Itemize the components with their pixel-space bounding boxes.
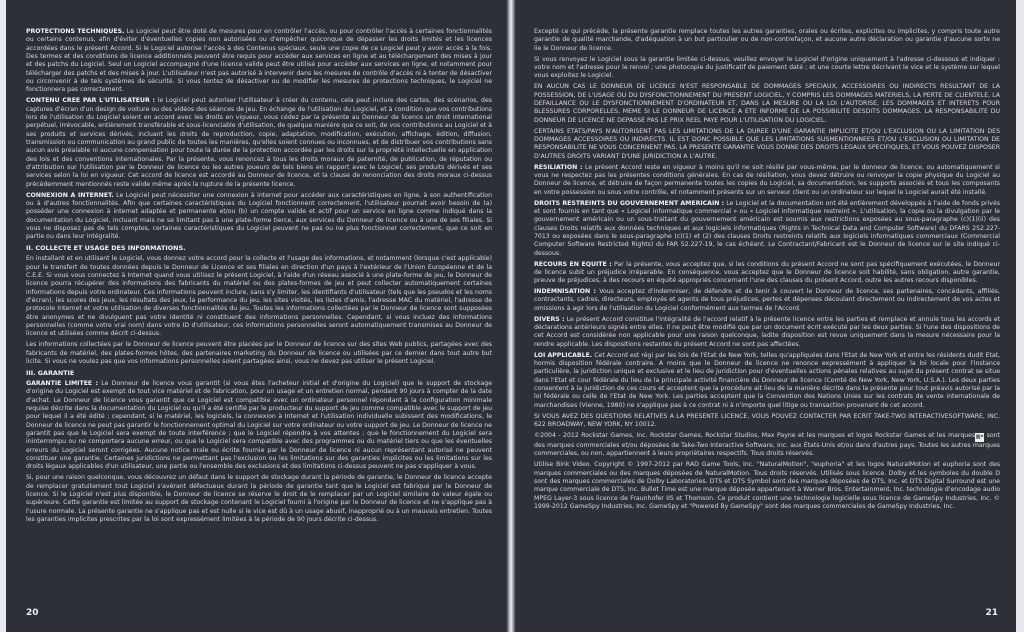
paragraph — [534, 461, 1000, 511]
paragraph — [534, 128, 1000, 161]
paragraph-lead: CONNEXION A INTERNET. — [26, 191, 114, 199]
paragraph — [534, 432, 1000, 459]
paragraph — [26, 192, 492, 242]
paragraph-lead: DIVERS : — [534, 315, 565, 323]
paragraph-lead: RESILIATION : — [534, 163, 583, 171]
paragraph-text: EN AUCUN CAS LE DONNEUR DE LICENCE N'EST RESPONSABLE DE DOMMAGES SPECIAUX, ACCESSOIRES OU INDIRECTS RESULTANT DE LA POSSESSION, DE L'USAGE OU DU DYSFONCTIONNEMENT DU PRESENT LOGICIEL, Y COMPRIS LES DOMMAGES MATERIELS, LA PERTE DE CLIENTELE, LA DEFAILLANCE OU LE DYSFONCTIONNEMENT D'ORDINATEUR ET, DANS LA MESURE OU LA LOI L'AUTORISE, LES DOMMAGES ET INTERETS POUR BLESSURES CORPORELLES, MEME SI LE DONNEUR DE LICENCE A ETE INFORME DE LA POSSIBILITE DESDITS DOMMAGES. LA RESPONSABILITE DU DONNEUR DE LICENCE NE DEPASSE PAS LE PRIX REEL PAYE POUR L'UTILISATION DU LOGICIEL. — [534, 83, 1000, 124]
section-heading: II. COLLECTE ET USAGE DES INFORMATIONS. — [26, 244, 186, 253]
right-page — [516, 0, 1016, 632]
paragraph — [534, 413, 1000, 430]
right-column-text — [534, 28, 1000, 596]
paragraph-text: Le présent Accord reste en vigueur à moins qu'il ne soit résilié par vous-même, par le donneur de licence, ou automatiquement si vous ne respectez pas les présentes conditions générales. En cas de résiliation, vous devez détruire ou renvoyer la copie physique du Logiciel au Donneur de licence, et détruire de façon permanente toutes les copies du Logiciel, sa documentation, les supports associés et tous les composants en votre possession ou sous votre contrôle, et notamment présents sur un serveur client ou un ordinateur sur lequel le Logiciel aurait été installé. — [534, 163, 1000, 196]
paragraph — [26, 28, 492, 95]
paragraph-text: Cet Accord est régi par les lois de l'Etat de New York, telles qu'appliquées dans l'Etat de New York et entre les résidents dudit Etat, hormis disposition fédérale contraire. A moins que le Donneur de licence ne renonce expressément à appliquer la loi locale pour l'instance particulière, la juridiction unique et exclusive et le lieu de juridiction pour d'éventuelles actions pénales relatives au sujet du présent contrat se situe dans l'Etat et cour fédérale du lieu de la principale activité financière du Donneur de licence (Comté de New York, New York, U.S.A.). Les deux parties consentent à la juridiction de ces cours et acceptent que la procédure ait lieu de la manière décrite dans la présente pour tout préavis autorisé par la loi fédérale ou celle de l'Etat de New York. Les parties acceptent que la Convention des Nations Unies sur les contrats de vente internationale de marchandises (Vienne, 1980) ne s'applique pas à ce contrat ni à n'importe quel litige ou transaction provenant de cet accord. — [534, 351, 1000, 409]
paragraph — [534, 288, 1000, 313]
paragraph-text: Excepté ce qui précède, la présente garantie remplace toutes les autres garanties, orales ou écrites, explicites ou implicites, y compris toute autre garantie de qualité marchande, d'adéquation à un but particulier ou de non-contrefaçon, et aucune autre déclaration ou garantie d'aucune sorte ne lie le Donneur de licence. — [534, 28, 1000, 52]
paragraph — [534, 56, 1000, 81]
paragraph-text: Les informations collectées par le Donneur de licence peuvent être placées par le Donneur de licence sur des sites Web publics, partagées avec des fabricants de matériel, des plates-formes hôtes, des partenaires marketing du Donneur de licence ou utilisées par ce dernier dans tout autre but licite. Si vous ne voulez pas que vos informations personnelles soient partagées ainsi, vous ne devez pas utiliser le présent Logiciel. — [26, 341, 492, 366]
paragraph — [534, 352, 1000, 410]
paragraph — [26, 255, 492, 338]
paragraph-lead: DROITS RESTREINTS DU GOUVERNEMENT AMERICAIN : — [534, 199, 725, 207]
paragraph-text: SI VOUS AVEZ DES QUESTIONS RELATIVES A LA PRESENTE LICENCE, VOUS POUVEZ CONTACTER PAR ECRIT TAKE-TWO INTERACTIVESOFTWARE, INC. 622 BROADWAY, NEW YORK, NY 10012. — [534, 412, 1000, 429]
paragraph-text: Vous acceptez d'indemniser, de défendre et de tenir à couvert le Donneur de licence, ses partenaires, concédants, affiliés, contractants, cadres, directeurs, employés et agents de tous préjudices, pertes et dépenses découlant directement ou indirectement de vos actes et omissions à agir lors de l'utilisation du Logiciel conformément aux termes de l'Accord. — [534, 288, 1000, 312]
right-page-number: 21 — [985, 608, 998, 618]
left-page-number: 20 — [26, 608, 39, 618]
paragraph — [534, 83, 1000, 125]
paragraph-lead: RECOURS EN EQUITE : — [534, 260, 612, 268]
paragraph-text: En installant et en utilisant le Logiciel, vous donnez votre accord pour la collecte et l'usage des informations, et notamment (lorsque c'est applicable) pour le transfert de toutes données depuis le Donneur de Licence et ses filiales en direction d'un pays à l'extérieur de l'Union Européenne et de la C.E.E. Si vous vous connectez à Internet quand vous utilisez le présent Logiciel, à l'aide d'un réseau associé à une plate-forme de jeu, le Donneur de licence pourra récupérer des informations des fabricants du matériel ou des plates-formes de jeu et peut collecter automatiquement certaines informations depuis votre ordinateur. Ces informations peuvent inclure, sans s'y limiter, les identifiants d'utilisateur (tels que les pseudos et les noms d'écran), les scores des jeux, les résultats des jeux, la performance du jeu, les sites visités, les listes d'amis, l'adresse MAC du matériel, l'adresse de protocole Internet et votre utilisation de diverses fonctionnalités du jeu. Toutes les informations collectées par le Donneur de licence sont supposées être anonymes et ne divulguent pas votre identité ni constituent des informations personnelles. Cependant, si vous incluez des informations personnelles (comme votre vrai nom) dans votre ID d'utilisateur, ces informations personnelles seront automatiquement transmises au Donneur de licence et utilisées comme décrit ci-dessus. — [26, 255, 492, 338]
paragraph — [26, 341, 492, 366]
section-heading: III. GARANTIE — [26, 368, 75, 377]
paragraph-text: ©2004 - 2012 Rockstar Games, Inc. Rockstar Games, Rockstar Studios, Max Payne et les marques et logos Rockstar Games et les marques — [534, 432, 976, 439]
left-column-text — [26, 28, 492, 596]
paragraph-text: sont des marques commerciales et/ou déposées de Take-Two Interactive Software, Inc. aux États-Unis et/ou dans d'autres pays. Toutes les autres marques commerciales, ou non, appartiennent à leurs propriétaires respectifs. Tous droits réservés. — [534, 432, 1000, 458]
paragraph-text: Le Logiciel peut être doté de mesures pour en contrôler l'accès, ou pour contrôler l'accès à certaines fonctionnalités ou certains contenus, afin d'éviter d'éventuelles copies non autorisées ou d'empêcher quiconque de dépasser les droits limités et les licences accordées dans le présent Accord. Si le Logiciel autorise l'accès à des Contenus spéciaux, seule une copie de ce Logiciel peut y avoir accès à la fois. Des termes et des conditions de licence additionnels peuvent être requis pour accéder aux services en ligne et au téléchargement des mises à jour et des patchs du Logiciel. Seul un Logiciel accompagné d'une licence valide peut être utilisé pour accéder aux services en ligne, et notamment pour télécharger des patchs et des mises à jour. L'utilisateur n'est pas autorisé à intervenir dans les mesures de contrôle d'accès ni à tenter de désactiver ou circonvenir à de tels systèmes de sécurité. Si vous tentez de désactiver ou de modifier les mesures de protections techniques, le Logiciel ne fonctionnera pas correctement. — [26, 28, 492, 94]
paragraph — [26, 97, 492, 189]
paragraph-text: Par la présente, vous acceptez que, si les conditions du présent Accord ne sont pas spécifiquement exécutées, le Donneur de licence subit un préjudice irréparable. En conséquence, vous acceptez que le Donneur de licence soit habilité, sans obligation, autre garantie, preuve de préjudices, à des recours en équité appropriés concernant l'une des clauses du présent Accord, outre les autres recours disponibles. — [534, 260, 1000, 285]
paragraph-text: Si vous renvoyez le Logiciel sous la garantie limitée ci-dessus, veuillez envoyer le Logiciel d'origine uniquement à l'adresse ci-dessous et indiquer : votre nom et l'adresse pour le renvoi ; une photocopie du justificatif de paiement daté ; et une courte lettre décrivant le vice et le système sur lequel vous exploitez le Logiciel. — [534, 55, 1000, 80]
rockstar-logo-icon: R* — [975, 434, 984, 441]
paragraph-lead: GARANTIE LIMITEE : — [26, 379, 99, 387]
paragraph-lead: PROTECTIONS TECHNIQUES. — [26, 28, 125, 35]
paragraph-text: Le présent Accord constitue l'intégralité de l'accord relatif à la présente licence entre les parties et remplace et annule tous les accords et déclarations antérieurs signés entre elles. Il ne peut être modifié que par un document écrit exécuté par les deux parties. Si l'une des dispositions de cet Accord est considérée non applicable pour une raison quelconque, ladite disposition est revue uniquement dans la mesure nécessaire pour la rendre applicable. Les dispositions restantes du présent Accord ne sont pas affectées. — [534, 315, 1000, 348]
paragraph-text: le Logiciel peut autoriser l'utilisateur à créer du contenu, cela peut inclure des cartes, des scénarios, des captures d'écran d'un design de voiture ou des vidéos des séances de jeu. En échange de l'utilisation du Logiciel, et à condition que vos contributions lors de l'utilisation du Logiciel soient en accord avec les droits en vigueur, vous cédez par la présente au Donneur de licence un droit international perpétuel, irrévocable, entièrement transférable et sous-licenciable d'utilisation, de quelque manière que ce soit, de vos contributions au Logiciel et à ses produits et services dérivés, incluant les droits de reproduction, copie, adaptation, modification, exécution, affichage, édition, diffusion, transmission ou communication au grand public de toutes les manières, qu'elles soient connues ou inconnues, et de distribuer vos contributions sans aucun avis préalable ni aucune compensation pour toute la durée de la protection accordée par les droits sur la propriété intellectuelle en application des lois et des conventions internationales. Par la présente, vous renoncez à tous les droits moraux de paternité, de publication, de réputation ou d'attribution sur l'utilisation par le Donneur de licence ou les autres joueurs de tels biens en rapport avec le Logiciel, ses produits dérivés et ses services selon la loi en vigueur. Cet accord de licence est accordé au Donneur de licence, et la clause de renonciation des droits moraux ci-dessus précédemment mentionnés reste valide même après la rupture de la présente licence. — [26, 97, 492, 188]
paragraph-text: Si, pour une raison quelconque, vous découvrez un défaut dans le support de stockage durant la période de garantie, le Donneur de licence accepte de remplacer gratuitement tout Logiciel s'avérant défectueux durant la période de garantie tant que le Logiciel est fabriqué par le Donneur de licence. Si le Logiciel n'est plus disponible, le Donneur de licence se réserve le droit de le remplacer par un Logiciel similaire de valeur égale ou supérieure. Cette garantie est limitée au support de stockage contenant le Logiciel fourni à l'origine par le Donneur de licence et ne s'applique pas à l'usure normale. La présente garantie ne s'applique pas et est nulle si le vice est dû à un usage abusif, inapproprié ou à un mauvais entretien. Toutes les garanties implicites prescrites par la loi sont expressément limitées à la période de 90 jours décrite ci-dessus. — [26, 474, 492, 523]
paragraph-lead: CONTENU CREE PAR L'UTILISATEUR : — [26, 97, 156, 105]
paragraph — [26, 380, 492, 472]
page-gutter — [506, 0, 516, 632]
left-page — [6, 0, 506, 632]
paragraph-text: Le Donneur de licence vous garantit (si vous êtes l'acheteur initial et d'origine du Logiciel) que le support de stockage d'origine du Logiciel est exempt de tout vice matériel et de fabrication, pour un usage et un entretien normal, pendant 90 jours à compter de la date d'achat. Le Donneur de licence vous garantit que ce Logiciel est compatible avec un ordinateur personnel répondant à la configuration minimale requise décrite dans la documentation du Logiciel ou qu'il a été certifié par le producteur du support de jeu comme compatible avec le support de jeu pour lequel il a été édité ; cependant, si le matériel, les logiciels, la connexion à Internet et l'utilisation individuelle subissent des modifications, le Donneur de licence ne peut pas garantir le fonctionnement optimal du Logiciel sur votre ordinateur ou votre support de jeu. Le Donneur de licence ne garantit pas que le Logiciel sera exempt de toute interférence ; que le Logiciel répondra à vos attentes ; que le fonctionnement du Logiciel sera ininterrompu ou ne comportera aucune erreur, ou que le Logiciel sera compatible avec des programmes ou du matériel tiers ou que les éventuelles erreurs du Logiciel seront corrigées. Aucune notice orale ou écrite fournie par le Donneur de licence ni aucun représentant autorisé ne peuvent constituer une garantie. Certaines juridictions ne permettant pas l'exclusion ou les limitations sur des garanties implicites ou les limitations sur les droits légaux applicables d'un utilisateur, une partie ou l'ensemble des exclusions et des limitations ci-dessus peuvent ne pas s'appliquer à vous. — [26, 379, 492, 471]
paragraph — [534, 164, 1000, 197]
paragraph — [534, 200, 1000, 258]
paragraph — [534, 316, 1000, 349]
paragraph — [26, 474, 492, 524]
paragraph-text: Utilise Bink Video. Copyright © 1997-2012 par RAD Game Tools, Inc. "NaturalMotion", "euphoria" et les logos NaturalMotion et euphoria sont des marques commerciales ou des marques déposées de NaturalMotion. Tous droits réservés. Utilisés sous licence. Dolby et les symboles du double D sont des marques commerciales de Dolby Laboratories. DTS et DTS Symbol sont des marques déposées de DTS, Inc. et DTS Digital Surround est une marque commerciale de DTS, Inc. Bullet Time est une marque déposée appartenant à Warner Bros. Entertainment, Inc. technologie d'encodage audio MPEG Layer-3 sous licence de Fraunhofer IIS et Thomson. Ce produit contient une technologie logicielle sous licence de GameSpy Industries, Inc. © 1999-2012 GameSpy Industries, Inc. GameSpy et "Powered By GameSpy" sont des marques commerciales de GameSpy Industries, Inc. — [534, 461, 1000, 510]
paragraph-lead: LOI APPLICABLE. — [534, 351, 593, 359]
paragraph — [534, 28, 1000, 53]
paragraph — [534, 261, 1000, 286]
paragraph-text: Le Logiciel et la documentation ont été entièrement développés à l'aide de fonds privés et sont fournis en tant que « Logiciel informatique commercial » ou « Logiciel informatique restreint ». L'utilisation, la copie ou la divulgation par le gouvernement américain ou un sous-traitant du gouvernement américain est soumis aux restrictions exposées au sous-paragraphe (c)(1)(ii) des clauses Droits relatifs aux données techniques et aux logiciels informatiques (Rights in Technical Data and Computer Software) du DFARS 252.227-7013 ou exposées dans le sous-paragraphe (c)(1) et (2) des clauses Droits restreints relatifs aux logiciels informatiques commerciaux (Commercial Computer Software Restricted Rights) du FAR 52.227-19, le cas échéant. Le Contractant/Fabricant est le Donneur de licence sur le site indiqué ci-dessous. — [534, 199, 1000, 257]
paragraph-text: CERTAINS ETATS/PAYS N'AUTORISENT PAS LES LIMITATIONS DE LA DUREE D'UNE GARANTIE IMPLICITE ET/OU L'EXCLUSION OU LA LIMITATION DES DOMMAGES ACCESSOIRES OU INDIRECTS. IL EST DONC POSSIBLE QUE LES LIMITATIONS SUSMENTIONNEES ET/OU L'EXCLUSION OU LIMITATION DE RESPONSABILITE NE VOUS CONCERNENT PAS. LA PRESENTE GARANTIE VOUS DONNE DES DROITS LEGAUX SPECIFIQUES, ET VOUS POUVEZ DISPOSER D'AUTRES DROITS VARIANT D'UNE JURIDICTION A L'AUTRE. — [534, 127, 1000, 160]
paragraph-text: Le Logiciel peut nécessiter une connexion à internet pour accéder aux caractéristiques en ligne, à son authentification ou à d'autres fonctionnalités. Afin que certaines caractéristiques du Logiciel fonctionnent correctement, l'utilisateur pourrait avoir besoin de (a) posséder une connexion à internet adaptée et permanente et/ou (b) un compte valide et actif pour un service en ligne comme indiqué dans la documentation du Logiciel, incluant mais ne se limitant pas à une plate-forme tierce, aux services du Donneur de licence ou à une de ses filiales. Si vous ne disposez pas de tels comptes, certaines caractéristiques du Logiciel peuvent ne pas ou ne plus fonctionner correctement, que ce soit en partie ou dans leur intégralité. — [26, 191, 492, 241]
paragraph-lead: INDEMNISATION : — [534, 288, 597, 296]
